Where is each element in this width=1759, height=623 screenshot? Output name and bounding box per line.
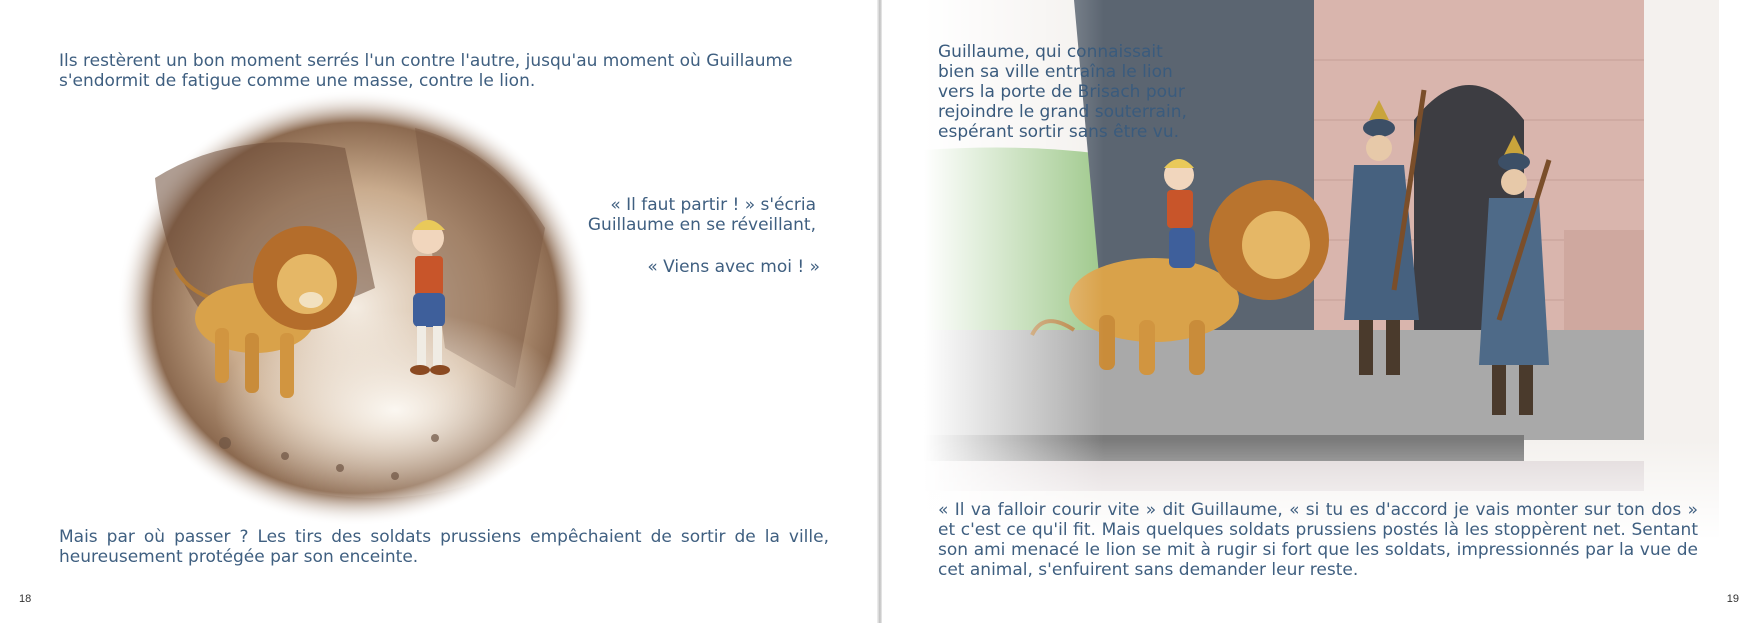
left-page-bottom-paragraph: Mais par où passer ? Les tirs des soldats prussiens empêchaient de sortir de la ville, heureusement protégée par son enceinte. xyxy=(59,527,829,567)
page-number-right: 19 xyxy=(1726,593,1739,605)
speech-line-2: « Viens avec moi ! » xyxy=(647,257,820,277)
cave-illustration xyxy=(115,88,595,528)
left-page xyxy=(0,0,877,623)
right-page-bottom-paragraph: « Il va falloir courir vite » dit Guillaume, « si tu es d'accord je vais monter sur ton dos » et c'est ce qu'il fit. Mais quelques soldats prussiens postés là les stoppèrent net. Sentant son ami menacé le lion se mit à rugir si fort que les soldats, impressionnés par la vue de cet animal, s'enfuirent sans demander leur reste. xyxy=(938,500,1698,580)
page-number-left: 18 xyxy=(19,593,32,605)
left-page-top-paragraph: Ils restèrent un bon moment serrés l'un contre l'autre, jusqu'au moment où Guillaume s'endormit de fatigue comme une masse, contre le lion. xyxy=(59,51,793,91)
right-page xyxy=(882,0,1759,623)
right-page-top-paragraph: Guillaume, qui connaissait bien sa ville entraîna le lion vers la porte de Brisach pour rejoindre le grand souterrain, espérant sortir sans être vu. xyxy=(938,42,1187,142)
speech-line-1: « Il faut partir ! » s'écria Guillaume en se réveillant, xyxy=(587,195,816,235)
